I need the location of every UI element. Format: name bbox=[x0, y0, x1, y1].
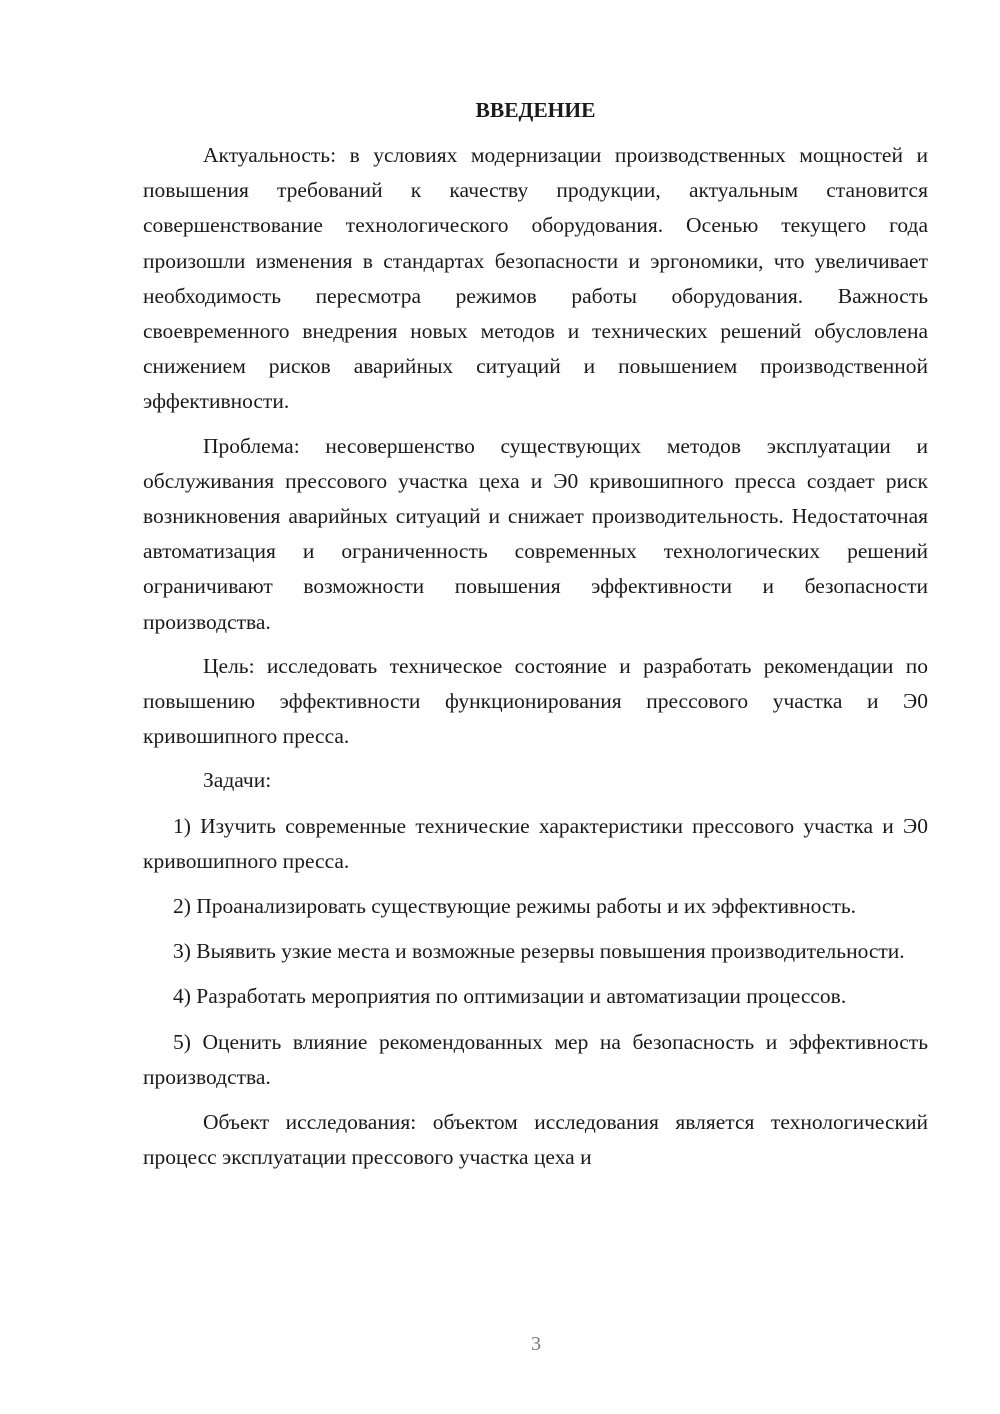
task-item: 4) Разработать мероприятия по оптимизации и автоматизации процессов. bbox=[173, 984, 847, 1009]
problem-paragraph: Проблема: несовершенство существующих методов эксплуатации и обслуживания прессового участка цеха и Э0 кривошипного пресса создает риск возникновения аварийных ситуаций и снижает производительность. Недостаточная автоматизация и ограниченность современных технологических решений ограничивают возможности повышения эффективности и безопасности производства. bbox=[143, 433, 928, 634]
task-item: 1) Изучить современные технические характеристики прессового участка и Э0 кривошипного пресса. bbox=[143, 813, 928, 873]
page-number: 3 bbox=[531, 1333, 541, 1355]
goal-paragraph: Цель: исследовать техническое состояние и разработать рекомендации по повышению эффективности функционирования прессового участка и Э0 кривошипного пресса. bbox=[143, 653, 928, 749]
relevance-paragraph: Актуальность: в условиях модернизации производственных мощностей и повышения требований к качеству продукции, актуальным становится совершенствование технологического оборудования. Осенью текущего года произошли изменения в стандартах безопасности и эргономики, что увеличивает необходимость пересмотра режимов работы оборудования. Важность своевременного внедрения новых методов и технических решений обусловлена снижением рисков аварийных ситуаций и повышением производственной эффективности. bbox=[143, 143, 928, 414]
task-item: 3) Выявить узкие места и возможные резервы повышения производительности. bbox=[173, 939, 905, 964]
task-item: 2) Проанализировать существующие режимы работы и их эффективность. bbox=[173, 894, 857, 919]
tasks-heading: Задачи: bbox=[203, 768, 272, 793]
document-page bbox=[143, 92, 928, 1184]
task-item: 5) Оценить влияние рекомендованных мер на безопасность и эффективность производства. bbox=[143, 1029, 928, 1089]
object-paragraph: Объект исследования: объектом исследования является технологический процесс эксплуатации прессового участка цеха и bbox=[143, 1110, 928, 1170]
tasks-list bbox=[143, 809, 928, 1095]
section-title: ВВЕДЕНИЕ bbox=[475, 98, 596, 122]
